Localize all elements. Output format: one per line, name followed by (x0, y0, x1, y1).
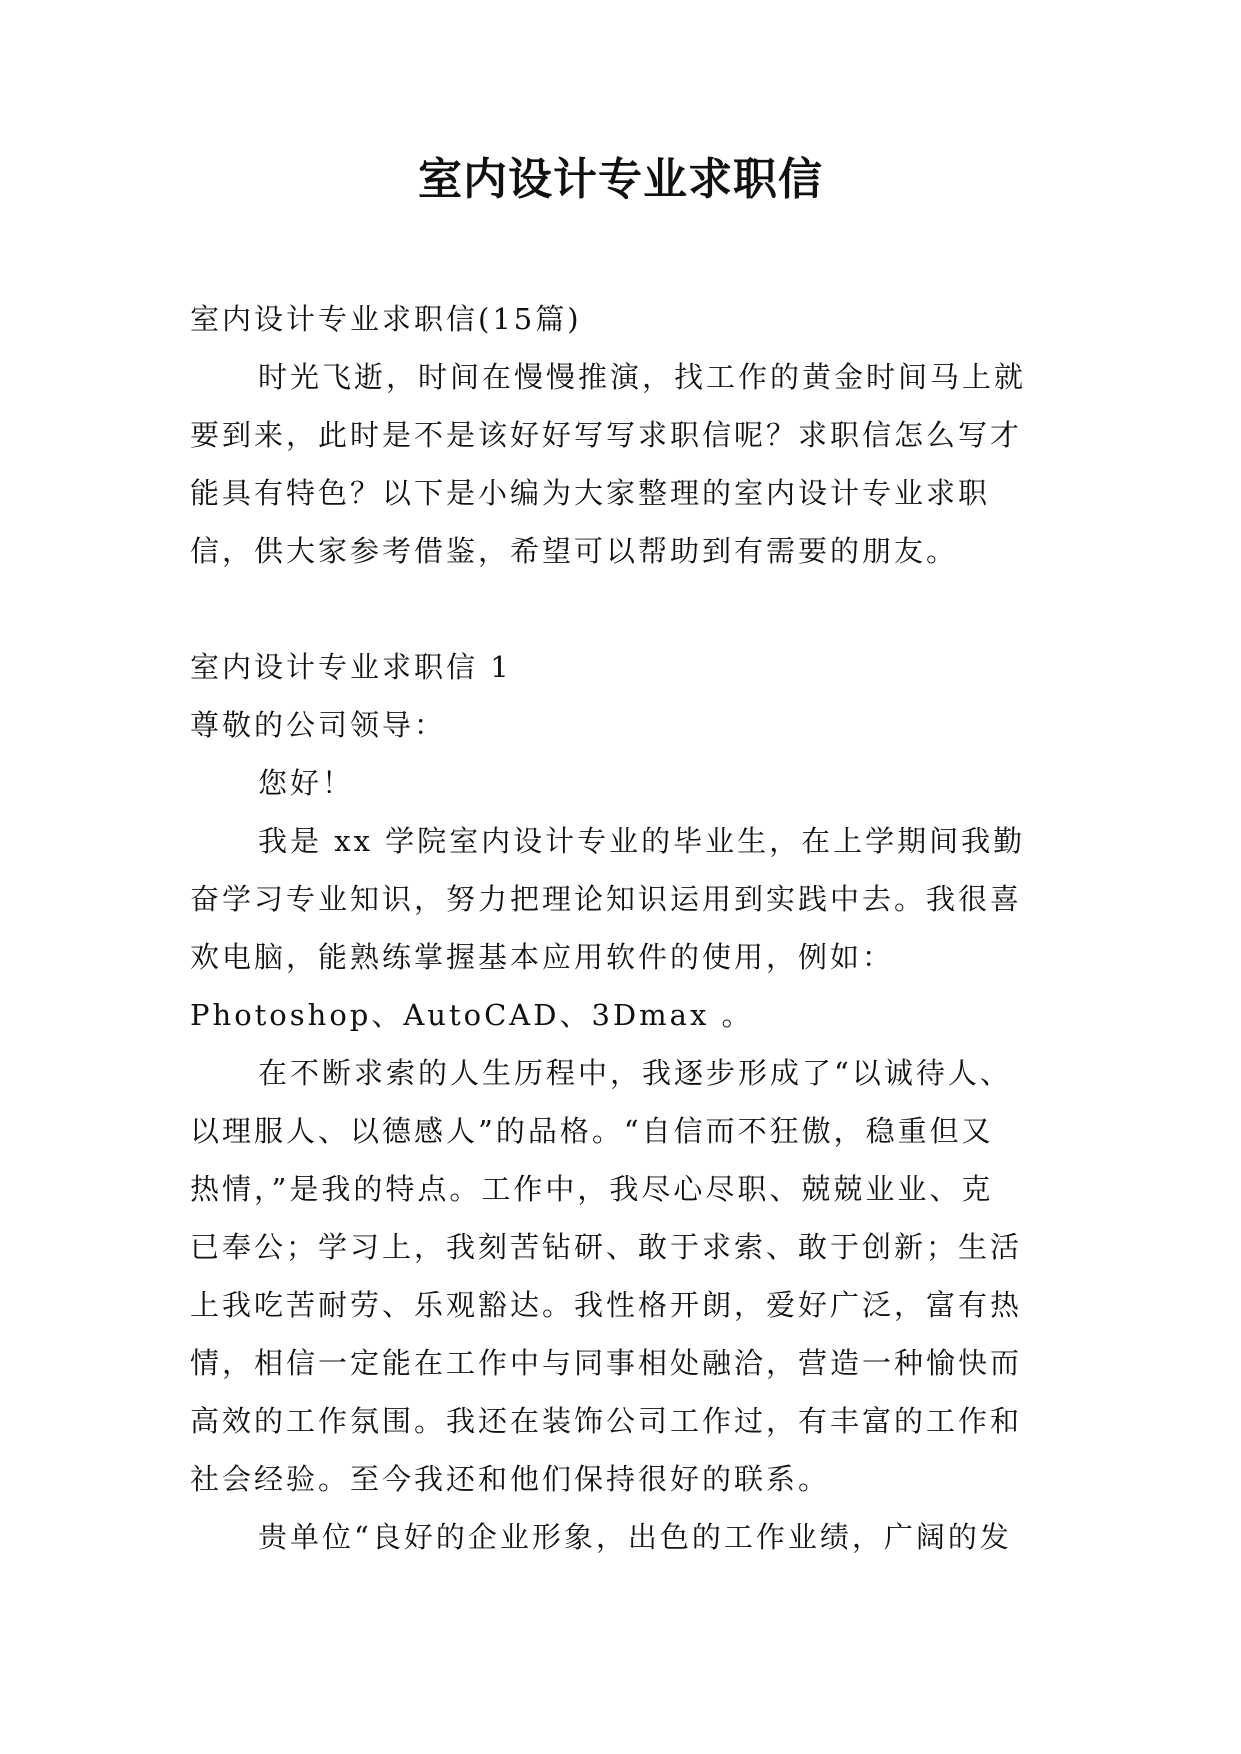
paragraph-line: 以理服人、以德感人”的品格。“自信而不狂傲，稳重但又 (190, 1114, 994, 1148)
paragraph-line: 在不断求索的人生历程中，我逐步形成了“以诚待人、 (258, 1056, 1012, 1090)
paragraph-line: 欢电脑，能熟练掌握基本应用软件的使用，例如： (190, 940, 895, 974)
paragraph-3 (190, 1508, 1050, 1566)
paragraph-line: 热情，”是我的特点。工作中，我尽心尽职、兢兢业业、克 (190, 1172, 994, 1206)
intro-line: 时光飞逝，时间在慢慢推演，找工作的黄金时间马上就 (258, 360, 1027, 394)
paragraph-1 (190, 812, 1050, 1044)
intro-line: 信，供大家参考借鉴，希望可以帮助到有需要的朋友。 (190, 534, 959, 568)
paragraph-line: 贵单位“良好的企业形象，出色的工作业绩，广阔的发 (258, 1520, 1012, 1554)
paragraph-line: 已奉公；学习上，我刻苦钻研、敢于求索、敢于创新；生活 (190, 1230, 1023, 1264)
paragraph-line: 高效的工作氛围。我还在装饰公司工作过，有丰富的工作和 (190, 1404, 1023, 1438)
intro-line: 要到来，此时是不是该好好写写求职信呢？求职信怎么写才 (190, 418, 1023, 452)
paragraph-line: 奋学习专业知识，努力把理论知识运用到实践中去。我很喜 (190, 882, 1023, 916)
greeting: 您好！ (258, 766, 355, 800)
paragraph-line: 我是 xx 学院室内设计专业的毕业生，在上学期间我勤 (258, 824, 1026, 858)
subtitle: 室内设计专业求职信(15篇) (190, 302, 582, 336)
document-body (190, 290, 1050, 1566)
paragraph-line: 社会经验。至今我还和他们保持很好的联系。 (190, 1462, 831, 1496)
paragraph-line: 情，相信一定能在工作中与同事相处融洽，营造一种愉快而 (190, 1346, 1023, 1380)
letter-heading: 室内设计专业求职信 1 (190, 650, 512, 684)
paragraph-line: 上我吃苦耐劳、乐观豁达。我性格开朗，爱好广泛，富有热 (190, 1288, 1023, 1322)
intro-paragraph (190, 348, 1050, 580)
intro-line: 能具有特色？以下是小编为大家整理的室内设计专业求职 (190, 476, 991, 510)
paragraph-2 (190, 1044, 1050, 1508)
paragraph-line: Photoshop、AutoCAD、3Dmax 。 (190, 998, 754, 1032)
blank-line (190, 580, 1050, 638)
document-title: 室内设计专业求职信 (418, 154, 823, 205)
salutation: 尊敬的公司领导： (190, 708, 447, 742)
